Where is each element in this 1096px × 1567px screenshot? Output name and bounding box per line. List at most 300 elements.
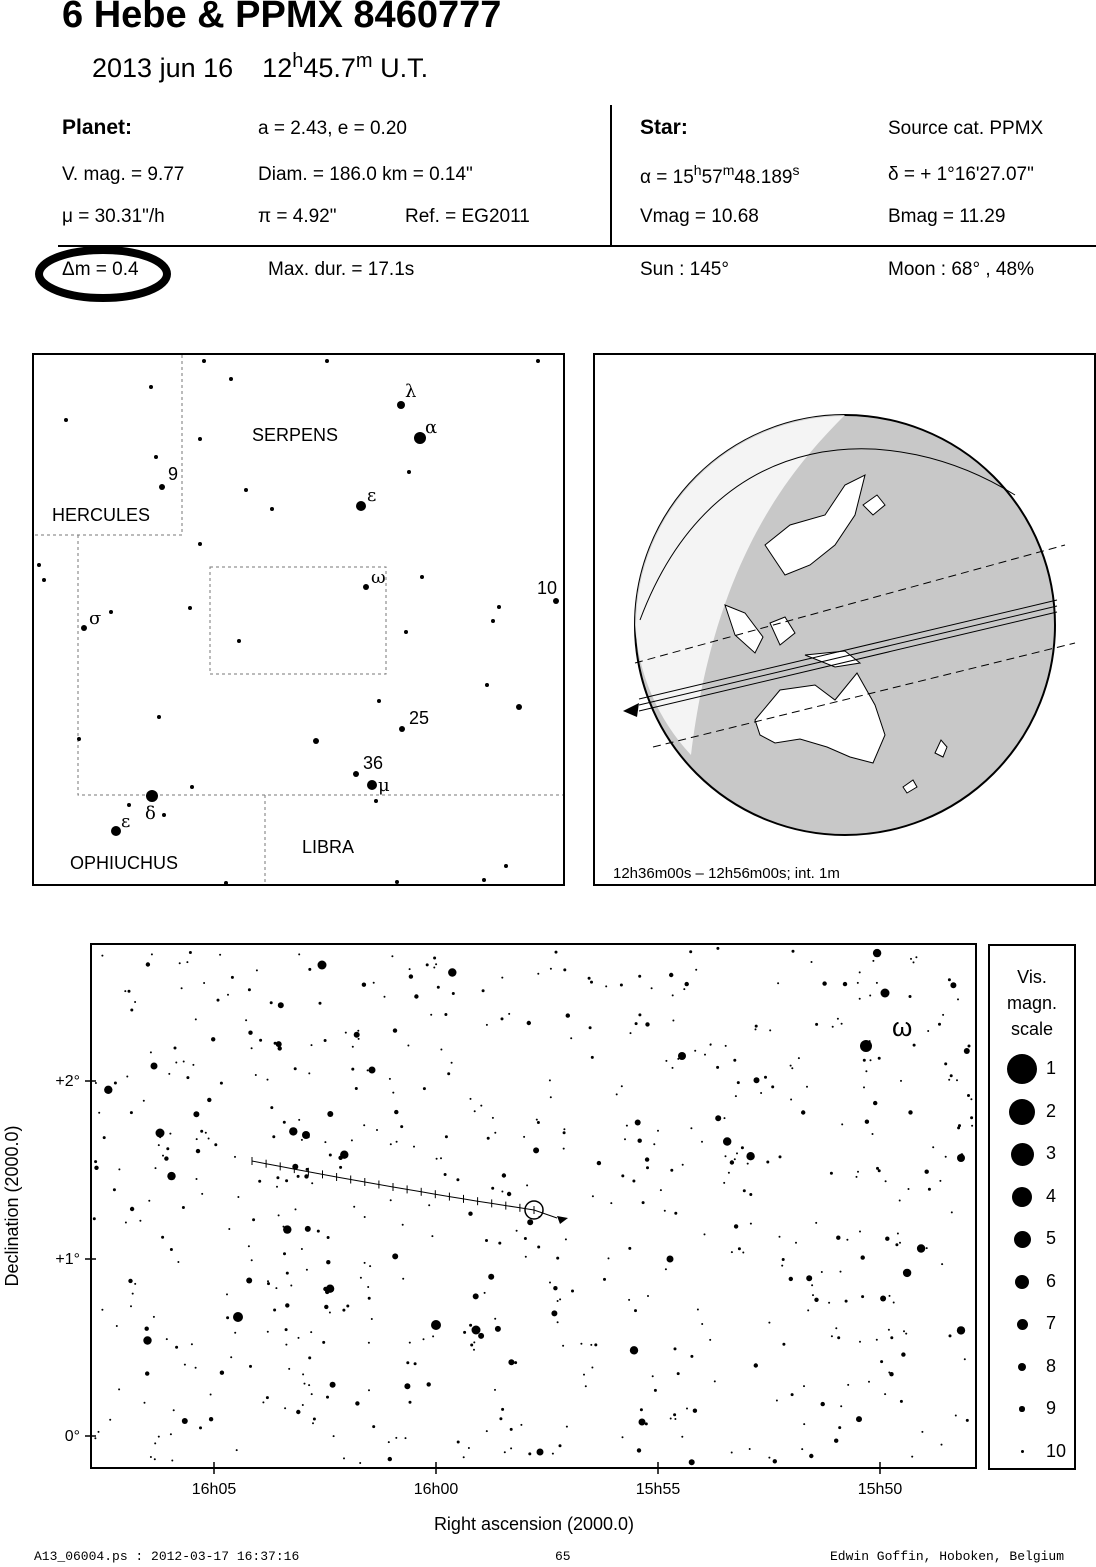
scale-row <box>990 1054 1074 1084</box>
chart-star <box>524 1237 527 1240</box>
chart-star <box>372 1425 375 1428</box>
finder-star <box>420 575 424 579</box>
chart-star <box>423 1338 425 1340</box>
chart-star <box>674 1347 677 1350</box>
chart-star <box>845 1300 848 1303</box>
chart-star <box>326 1260 330 1264</box>
chart-star <box>484 1292 486 1294</box>
planet-header: Planet: <box>62 116 133 139</box>
chart-star <box>570 1037 572 1039</box>
star-source: Source cat. PPMX <box>888 118 1044 139</box>
chart-star <box>384 996 386 998</box>
chart-star-bright <box>318 961 327 970</box>
chart-star <box>343 1457 345 1459</box>
chart-star <box>196 1178 198 1180</box>
chart-star <box>317 1230 320 1233</box>
chart-star <box>670 1418 672 1420</box>
chart-star <box>754 1363 758 1367</box>
chart-star <box>353 1206 355 1208</box>
chart-star <box>764 1076 767 1079</box>
scale-row <box>990 1267 1074 1297</box>
chart-star <box>911 1456 913 1458</box>
chart-star-bright <box>957 1154 965 1162</box>
chart-star <box>970 1098 972 1100</box>
constellation-serpens: SERPENS <box>252 425 339 445</box>
chart-star <box>308 1072 310 1074</box>
table-divider-vertical <box>610 105 612 247</box>
chart-star <box>324 1141 326 1143</box>
chart-star <box>566 1013 570 1017</box>
chart-star <box>363 1124 365 1126</box>
chart-star <box>533 1147 539 1153</box>
chart-star <box>474 1110 476 1112</box>
chart-star <box>313 1418 316 1421</box>
chart-star <box>473 1293 479 1299</box>
chart-star <box>865 1120 869 1124</box>
chart-star <box>171 1460 173 1462</box>
chart-star <box>856 1176 858 1178</box>
chart-star <box>731 1452 733 1454</box>
finder-star <box>81 625 87 631</box>
star-chart <box>0 940 1096 1540</box>
chart-star <box>665 1060 667 1062</box>
chart-star <box>970 1116 973 1119</box>
finder-star <box>198 542 202 546</box>
chart-star <box>285 1179 288 1182</box>
chart-star <box>391 955 393 957</box>
chart-star <box>248 1245 250 1247</box>
chart-star <box>169 1133 171 1135</box>
chart-star <box>652 1375 654 1377</box>
finder-star <box>485 683 489 687</box>
scale-row <box>990 1097 1074 1127</box>
chart-star <box>872 1133 874 1135</box>
chart-star <box>957 1326 965 1334</box>
finder-star <box>356 501 366 511</box>
star-label-25: 25 <box>409 708 430 728</box>
scale-mag-label: 9 <box>1046 1398 1057 1418</box>
chart-star <box>308 1356 311 1359</box>
chart-star <box>286 1272 289 1275</box>
chart-star <box>731 1251 733 1253</box>
scale-mag-label: 2 <box>1046 1100 1057 1121</box>
y-axis-label: Declination (2000.0) <box>2 1125 22 1287</box>
chart-star <box>537 973 539 975</box>
chart-star <box>941 1444 943 1446</box>
chart-star <box>695 969 697 971</box>
chart-star <box>175 1346 178 1349</box>
chart-star <box>563 968 566 971</box>
chart-star <box>597 1161 601 1165</box>
max-duration: Max. dur. = 17.1s <box>268 259 415 280</box>
chart-star <box>283 1225 291 1233</box>
chart-star <box>118 1168 120 1170</box>
chart-star <box>359 1462 361 1464</box>
finder-star <box>159 484 165 490</box>
chart-star <box>436 1158 438 1160</box>
chart-star <box>682 1164 684 1166</box>
chart-star <box>405 1437 407 1439</box>
finder-star <box>244 488 248 492</box>
chart-star <box>694 1050 696 1052</box>
chart-star <box>704 1233 706 1235</box>
chart-star <box>354 1032 360 1038</box>
chart-star <box>552 1453 554 1455</box>
chart-star <box>298 953 300 955</box>
chart-star <box>170 1433 172 1435</box>
chart-star <box>162 1155 164 1157</box>
chart-star <box>128 1279 132 1283</box>
chart-star <box>792 950 795 953</box>
chart-star-bright <box>881 989 890 998</box>
chart-star <box>404 1383 410 1389</box>
chart-star <box>166 1147 169 1150</box>
chart-star <box>430 1014 432 1016</box>
chart-star <box>942 1014 944 1016</box>
chart-star <box>588 977 591 980</box>
chart-star <box>621 1085 623 1087</box>
chart-star <box>193 1111 199 1117</box>
chart-star <box>276 1041 282 1047</box>
planet-ref: Ref. = EG2011 <box>405 206 530 227</box>
chart-star <box>482 989 485 992</box>
chart-star <box>964 1358 966 1360</box>
chart-star <box>859 1231 861 1233</box>
chart-star <box>571 1290 574 1293</box>
chart-star <box>791 1393 794 1396</box>
chart-star <box>324 1039 327 1042</box>
chart-star <box>153 1316 155 1318</box>
chart-star <box>470 1344 473 1347</box>
ra-m-unit: m <box>722 162 735 178</box>
chart-star <box>486 1430 488 1432</box>
chart-star <box>773 1459 777 1463</box>
chart-star <box>549 1079 551 1081</box>
chart-star <box>183 1061 185 1063</box>
chart-star <box>154 1442 156 1444</box>
chart-star <box>674 1212 677 1215</box>
chart-star <box>728 1172 730 1174</box>
chart-star <box>527 1219 533 1225</box>
chart-star-bright <box>369 1067 376 1074</box>
chart-star <box>815 1222 817 1224</box>
chart-star <box>495 1326 501 1332</box>
chart-star <box>226 1316 229 1319</box>
chart-star <box>897 1233 899 1235</box>
chart-star <box>207 1098 211 1102</box>
chart-star <box>549 1282 551 1284</box>
chart-star <box>491 1187 494 1190</box>
chart-star <box>638 975 641 978</box>
chart-star <box>189 951 192 954</box>
chart-star <box>130 1009 133 1012</box>
chart-star <box>373 982 375 984</box>
chart-star <box>200 1130 203 1133</box>
chart-label-omega: ω <box>892 1012 913 1042</box>
chart-star <box>638 1139 642 1143</box>
chart-star <box>444 1173 447 1176</box>
star-label-delta: δ <box>145 803 156 824</box>
chart-star <box>468 1212 472 1216</box>
chart-star <box>498 1242 501 1245</box>
chart-star <box>101 955 103 957</box>
event-minute: 45.7 <box>303 53 356 83</box>
event-hour: 12 <box>262 53 293 83</box>
finder-star <box>64 418 68 422</box>
chart-star <box>395 1437 397 1439</box>
chart-star <box>669 973 673 977</box>
chart-star <box>888 1372 890 1374</box>
scale-dot <box>1021 1450 1024 1453</box>
chart-star <box>514 1361 517 1364</box>
finder-star <box>399 726 405 732</box>
chart-star <box>94 1166 98 1170</box>
chart-star <box>310 1331 312 1333</box>
chart-star <box>909 995 912 998</box>
chart-star <box>311 1044 313 1046</box>
chart-star <box>209 1417 213 1421</box>
chart-star <box>267 1280 269 1282</box>
chart-star <box>393 1028 397 1032</box>
chart-star <box>836 1236 840 1240</box>
chart-star <box>557 1321 559 1323</box>
chart-star <box>251 1047 253 1049</box>
chart-star <box>563 1128 565 1130</box>
chart-star <box>251 1259 253 1261</box>
finder-star <box>229 377 233 381</box>
star-label-36: 36 <box>363 753 384 773</box>
finder-star <box>536 359 540 363</box>
chart-star <box>134 1283 136 1285</box>
finder-star <box>198 437 202 441</box>
star-label-epsilon-oph: ε <box>121 811 131 832</box>
chart-star <box>494 1132 496 1134</box>
chart-star <box>565 1238 567 1240</box>
chart-star <box>630 1346 638 1354</box>
chart-star <box>311 1393 313 1395</box>
chart-star <box>583 1374 585 1376</box>
chart-star <box>603 1278 606 1281</box>
chart-star <box>94 1437 96 1439</box>
chart-star <box>592 1195 594 1197</box>
chart-star <box>126 1076 128 1078</box>
chart-star <box>806 1275 812 1281</box>
chart-star <box>822 981 826 985</box>
chart-star <box>440 1157 442 1159</box>
chart-star <box>164 1156 168 1160</box>
chart-star <box>624 1138 626 1140</box>
chart-star <box>693 1409 697 1413</box>
chart-star <box>368 1342 370 1344</box>
chart-star <box>527 1021 531 1025</box>
chart-star <box>376 1129 378 1131</box>
chart-star <box>885 1180 887 1182</box>
chart-star <box>672 1067 674 1069</box>
chart-star <box>355 1401 359 1405</box>
chart-star <box>589 1026 592 1029</box>
chart-star <box>103 1136 106 1139</box>
chart-star <box>870 1059 872 1061</box>
chart-star <box>502 1173 506 1177</box>
scale-mag-label: 6 <box>1046 1270 1057 1291</box>
chart-star <box>433 957 436 960</box>
chart-star <box>463 1456 465 1458</box>
chart-star <box>840 1405 842 1407</box>
chart-star <box>766 1161 769 1164</box>
scale-dot <box>1011 1143 1034 1166</box>
chart-star <box>226 1293 228 1295</box>
chart-star <box>351 1139 353 1141</box>
star-vmag: Vmag = 10.68 <box>640 206 759 227</box>
chart-star <box>236 1449 238 1451</box>
chart-star <box>795 1242 797 1244</box>
chart-star <box>616 1093 618 1095</box>
chart-star <box>873 949 881 957</box>
chart-star <box>672 994 674 996</box>
chart-star <box>812 1294 814 1296</box>
chart-star <box>622 1436 624 1438</box>
chart-star <box>258 1180 261 1183</box>
finder-star <box>363 584 369 590</box>
chart-star <box>158 1436 160 1438</box>
world-map-panel <box>593 353 1096 886</box>
chart-star <box>304 1383 306 1385</box>
chart-star <box>733 1059 736 1062</box>
chart-star <box>104 1086 112 1094</box>
chart-star <box>830 1172 833 1175</box>
chart-star <box>665 1268 667 1270</box>
chart-star <box>448 968 456 976</box>
chart-star <box>478 1333 484 1339</box>
chart-star <box>673 1413 676 1416</box>
chart-star <box>267 1079 269 1081</box>
chart-star <box>296 1410 300 1414</box>
chart-star <box>205 1132 207 1134</box>
chart-star <box>755 1025 758 1028</box>
chart-star <box>168 1073 170 1075</box>
chart-star <box>508 1013 510 1015</box>
chart-star <box>807 1309 809 1311</box>
chart-star <box>330 1382 336 1388</box>
chart-star <box>630 1032 632 1034</box>
chart-star <box>413 1146 415 1148</box>
chart-star <box>674 1418 676 1420</box>
chart-star <box>789 1277 793 1281</box>
finder-star <box>77 737 81 741</box>
chart-star <box>470 1098 472 1100</box>
ra-s-unit: s <box>792 162 800 178</box>
chart-star <box>725 1155 727 1157</box>
chart-star <box>610 1202 612 1204</box>
chart-star <box>151 953 153 955</box>
chart-star <box>647 1295 649 1297</box>
chart-star <box>245 1019 247 1021</box>
chart-star <box>488 1274 494 1280</box>
chart-star <box>508 1359 514 1365</box>
chart-star <box>664 1210 666 1212</box>
chart-star <box>857 982 859 984</box>
chart-star <box>463 1331 466 1334</box>
star-label-mu: μ <box>378 775 390 796</box>
chart-star <box>186 1076 189 1079</box>
chart-star <box>556 1257 559 1260</box>
scale-row <box>990 1309 1074 1339</box>
chart-star <box>944 1062 947 1065</box>
chart-star <box>249 1365 252 1368</box>
footer-page: 65 <box>555 1549 571 1564</box>
chart-star <box>889 1295 891 1297</box>
chart-star <box>814 1298 818 1302</box>
chart-star <box>208 1138 210 1140</box>
chart-star <box>685 982 689 986</box>
chart-star <box>345 1032 347 1034</box>
track-time-range: 12h36m00s – 12h56m00s; int. 1m <box>613 865 840 882</box>
chart-star <box>525 1256 527 1258</box>
chart-star <box>715 1115 721 1121</box>
chart-star <box>278 1002 284 1008</box>
chart-star <box>905 1333 907 1335</box>
finder-star <box>491 619 495 623</box>
chart-star <box>520 1424 522 1426</box>
chart-star <box>402 1278 404 1280</box>
chart-star <box>473 1349 475 1351</box>
chart-star <box>486 1024 488 1026</box>
chart-star <box>925 1170 929 1174</box>
chart-star <box>634 1309 637 1312</box>
chart-star <box>167 1172 175 1180</box>
chart-star-bright <box>860 1040 872 1052</box>
chart-star <box>888 1329 890 1331</box>
chart-star <box>146 962 150 966</box>
chart-star <box>832 1026 834 1028</box>
chart-star <box>590 1344 592 1346</box>
chart-star <box>342 1309 345 1312</box>
chart-star <box>939 1180 941 1182</box>
chart-star <box>725 1045 727 1047</box>
chart-star <box>913 1044 916 1047</box>
chart-star <box>435 963 437 965</box>
chart-star <box>749 1193 752 1196</box>
chart-star <box>872 960 874 962</box>
chart-star <box>327 1236 330 1239</box>
scale-row <box>990 1352 1074 1382</box>
chart-star <box>234 1332 236 1334</box>
chart-star <box>130 1207 134 1211</box>
chart-star <box>559 1298 561 1300</box>
magnitude-scale <box>988 944 1076 1470</box>
chart-star <box>755 1028 757 1030</box>
scale-row <box>990 1394 1074 1424</box>
chart-star <box>192 1064 194 1066</box>
chart-star <box>638 1013 641 1016</box>
chart-star <box>734 1224 738 1228</box>
chart-star <box>134 1001 136 1003</box>
chart-star-bright <box>667 1256 674 1263</box>
chart-star <box>285 1344 287 1346</box>
chart-star <box>237 1196 239 1198</box>
chart-star <box>355 1087 358 1090</box>
chart-star <box>873 1101 877 1105</box>
chart-star <box>760 1092 762 1094</box>
chart-star <box>248 988 251 991</box>
star-label-10: 10 <box>537 578 558 598</box>
chart-star <box>746 1152 754 1160</box>
chart-star <box>735 1095 737 1097</box>
chart-star <box>182 1206 185 1209</box>
chart-star <box>210 1394 212 1396</box>
chart-star <box>494 1318 496 1320</box>
chart-star <box>184 1364 186 1366</box>
